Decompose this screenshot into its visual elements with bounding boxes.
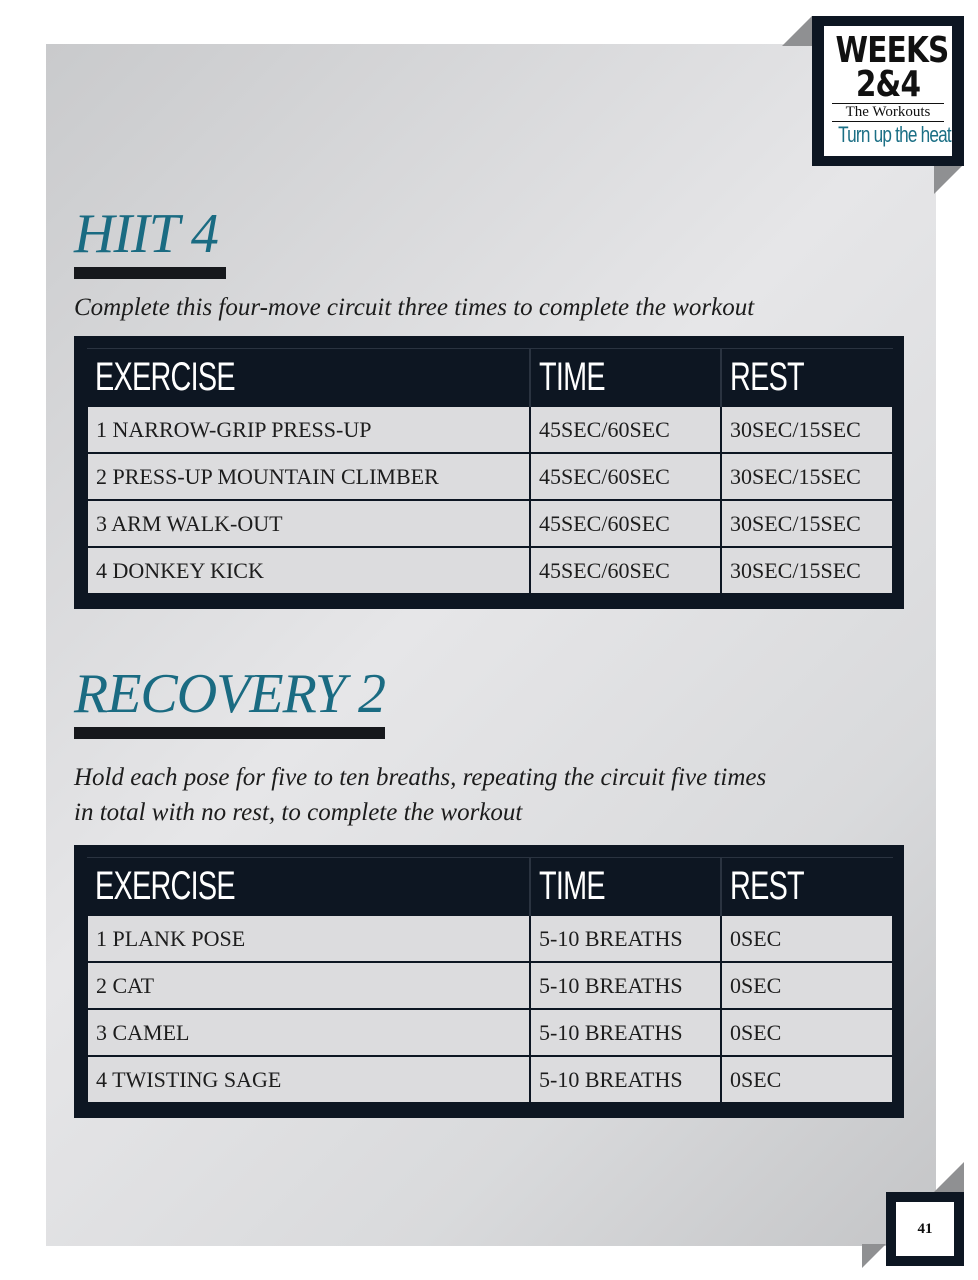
badge-shadow <box>782 16 812 46</box>
rest-cell: 30SEC/15SEC <box>721 547 893 594</box>
exercise-cell: 3 CAMEL <box>87 1009 530 1056</box>
recovery-table <box>74 845 904 1118</box>
time-cell: 5-10 BREATHS <box>530 1009 721 1056</box>
table-row <box>87 453 893 500</box>
time-cell: 45SEC/60SEC <box>530 500 721 547</box>
rest-cell: 0SEC <box>721 962 893 1009</box>
table-row <box>87 1056 893 1103</box>
column-header-exercise <box>87 349 530 407</box>
rest-cell: 30SEC/15SEC <box>721 406 893 453</box>
exercise-cell: 4 DONKEY KICK <box>87 547 530 594</box>
column-header-label: REST <box>730 863 804 908</box>
rest-cell: 0SEC <box>721 915 893 962</box>
column-header-label: TIME <box>539 354 605 399</box>
table-header-row <box>87 858 893 916</box>
column-header-label: REST <box>730 354 804 399</box>
table-row <box>87 406 893 453</box>
section-title-recovery: RECOVERY 2 <box>74 663 385 725</box>
badge-inner <box>824 26 952 156</box>
column-header-rest <box>721 858 893 916</box>
column-header-label: EXERCISE <box>95 354 235 399</box>
weeks-badge <box>812 16 964 166</box>
table-row <box>87 500 893 547</box>
column-header-time <box>530 349 721 407</box>
exercise-cell: 2 PRESS-UP MOUNTAIN CLIMBER <box>87 453 530 500</box>
badge-shadow <box>934 166 962 194</box>
section-description-recovery <box>74 760 894 830</box>
section-title-hiit: HIIT 4 <box>74 203 218 265</box>
description-line: in total with no rest, to complete the workout <box>74 799 523 826</box>
table-row <box>87 547 893 594</box>
badge-subtitle: The Workouts <box>832 103 944 122</box>
column-header-exercise <box>87 858 530 916</box>
column-header-label: EXERCISE <box>95 863 235 908</box>
exercise-cell: 2 CAT <box>87 962 530 1009</box>
time-cell: 5-10 BREATHS <box>530 1056 721 1103</box>
time-cell: 5-10 BREATHS <box>530 915 721 962</box>
section-rule <box>74 727 385 739</box>
column-header-time <box>530 858 721 916</box>
description-line: Hold each pose for five to ten breaths, repeating the circuit five times <box>74 764 767 791</box>
table-header-row <box>87 349 893 407</box>
section-description-hiit: Complete this four-move circuit three times to complete the workout <box>74 294 755 321</box>
time-cell: 5-10 BREATHS <box>530 962 721 1009</box>
time-cell: 45SEC/60SEC <box>530 453 721 500</box>
rest-cell: 0SEC <box>721 1056 893 1103</box>
page-number-shadow <box>862 1244 886 1268</box>
page-number-shadow <box>934 1162 964 1192</box>
hiit-table <box>74 336 904 609</box>
exercise-cell: 1 PLANK POSE <box>87 915 530 962</box>
page-number-box <box>886 1192 964 1266</box>
rest-cell: 0SEC <box>721 1009 893 1056</box>
time-cell: 45SEC/60SEC <box>530 406 721 453</box>
exercise-cell: 1 NARROW-GRIP PRESS-UP <box>87 406 530 453</box>
rest-cell: 30SEC/15SEC <box>721 500 893 547</box>
section-rule <box>74 267 226 279</box>
time-cell: 45SEC/60SEC <box>530 547 721 594</box>
badge-tagline: Turn up the heat <box>838 122 951 147</box>
rest-cell: 30SEC/15SEC <box>721 453 893 500</box>
exercise-cell: 4 TWISTING SAGE <box>87 1056 530 1103</box>
table-row <box>87 915 893 962</box>
badge-numbers: 2&4 <box>855 64 921 105</box>
exercise-cell: 3 ARM WALK-OUT <box>87 500 530 547</box>
table-row <box>87 962 893 1009</box>
badge-weeks: WEEKS <box>835 30 949 71</box>
table-row <box>87 1009 893 1056</box>
column-header-rest <box>721 349 893 407</box>
page-number: 41 <box>896 1202 954 1256</box>
column-header-label: TIME <box>539 863 605 908</box>
